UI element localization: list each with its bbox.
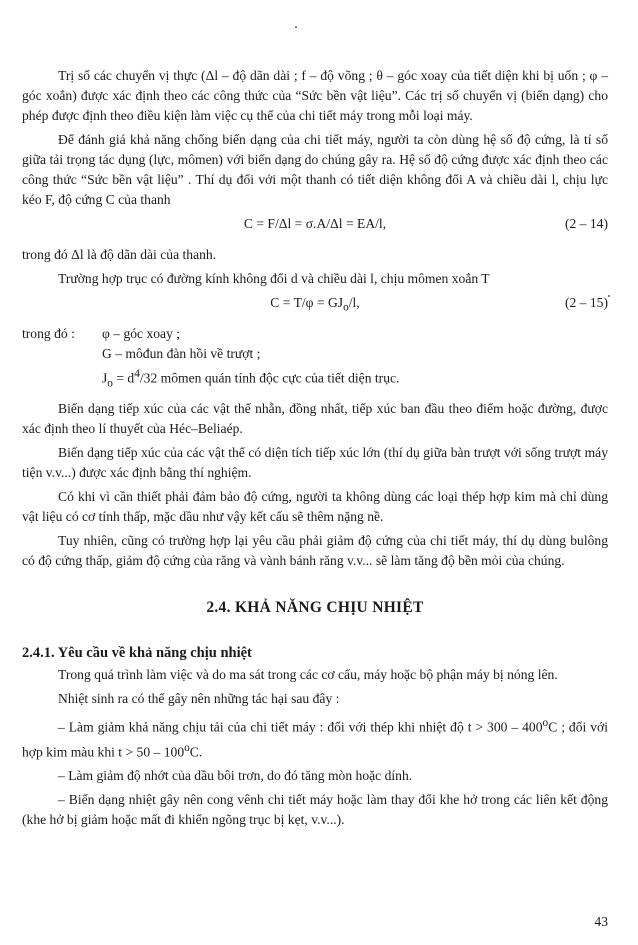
formula-2-14: [22, 213, 608, 235]
paragraph-stiffness-coefficient: Để đánh giá khả năng chống biến dạng của chi tiết máy, người ta còn dùng hệ số độ cứng, là tỉ số giữa tải trọng tác dụng (lực, mômen) với biến dạng do chúng gây ra. Hệ số độ cứng được xác định theo các công thức “Sức bền vật liệu” . Thí dụ đối với một thanh có tiết diện không đổi A và chiều dài l, chịu lực kéo F, độ cứng C của thanh: [22, 132, 608, 207]
paragraph-heating: Trong quá trình làm việc và do ma sát trong các cơ cấu, máy hoặc bộ phận máy bị nóng lên.: [58, 667, 558, 683]
definition-list: [22, 324, 608, 393]
paragraph-heat-harms: Nhiệt sinh ra có thể gây nên những tác hại sau đây :: [58, 691, 340, 707]
formula-2-15: [22, 292, 608, 314]
section-title: 2.4. KHẢ NĂNG CHỊU NHIỆT: [206, 599, 424, 617]
formula-text: $C = T/\varphi = GJ_o/l$,: [270, 295, 360, 314]
paragraph-load-capacity: – Làm giảm khả năng chịu tải của chi tiết máy : đối với thép khi nhiệt độ t > 300 – 400$^o$C ; đối với hợp kim màu khi t > 50 – 100$^o$C.: [22, 717, 609, 760]
paragraph-contact-deformation-large: Biến dạng tiếp xúc của các vật thể có diện tích tiếp xúc lớn (thí dụ giữa bàn trượt với sống trượt máy tiện v.v...) được xác định bằng thí nghiệm.: [22, 445, 608, 481]
subsection-title: 2.4.1. Yêu cầu về khả năng chịu nhiệt: [22, 645, 252, 662]
paragraph-reduce-stiffness: Tuy nhiên, cũng có trường hợp lại yêu cầu phải giảm độ cứng của chi tiết máy, thí dụ dùng bulông có độ cứng thấp, giảm độ cứng của răng và vành bánh răng v.v... sẽ làm tăng độ bền mỏi của chúng.: [22, 533, 608, 569]
definition-lead: trong đó :: [22, 326, 75, 341]
definition-phi: φ – góc xoay ;: [102, 326, 181, 341]
paragraph-viscosity: – Làm giảm độ nhớt của dầu bôi trơn, do đó tăng mòn hoặc dính.: [58, 768, 413, 784]
definition-row: [22, 364, 608, 393]
paragraph-thermal-deformation: – Biến dạng nhiệt gây nên cong vênh chi tiết máy hoặc làm thay đổi khe hở trong các liên kết động (khe hở bị giảm hoặc mất đi khiến ngõng trục bị kẹt, v.v...).: [22, 792, 608, 828]
equation-number: (2 – 15): [564, 295, 608, 310]
paragraph-displacements: Trị số các chuyển vị thực (Δl – độ dãn dài ; f – độ võng ; θ – góc xoay của tiết diện khi bị uốn ; φ – góc xoắn) được xác định theo các công thức của “Sức bền vật liệu”. Các trị số chuyển vị (biến dạng) cho phép được định theo điều kiện làm việc cụ thể của chi tiết máy trong mỗi loại máy.: [22, 68, 608, 123]
scan-dot: [295, 26, 297, 28]
paragraph-stiffness-materials: Có khi vì cần thiết phải đảm bảo độ cứng, người ta không dùng các loại thép hợp kim mà chỉ dùng vật liệu có cơ tính thấp, mặc dầu như vậy kết cấu sẽ thêm nặng nề.: [22, 489, 608, 525]
paragraph-where-elongation: trong đó Δl là độ dãn dài của thanh.: [22, 247, 217, 262]
definition-row: [22, 344, 608, 364]
equation-number: (2 – 14): [564, 216, 608, 231]
formula-text: C = F/Δl = σ.A/Δl = EA/l,: [243, 216, 387, 231]
page-number: 43: [594, 914, 608, 929]
definition-row: [22, 324, 608, 344]
definition-g: G – môđun đàn hồi về trượt ;: [102, 346, 261, 361]
paragraph-contact-deformation-smooth: Biến dạng tiếp xúc của các vật thể nhẵn, đồng nhất, tiếp xúc ban đầu theo điểm hoặc đường, được xác định theo lí thuyết của Héc–Beliaép.: [22, 401, 608, 437]
scan-dot: [608, 295, 610, 297]
definition-jo: $J_o = d^4/32$ mômen quán tính độc cực của tiết diện trục.: [102, 368, 400, 390]
paragraph-shaft-torque: Trường hợp trục có đường kính không đổi d và chiều dài l, chịu mômen xoắn T: [58, 271, 490, 286]
